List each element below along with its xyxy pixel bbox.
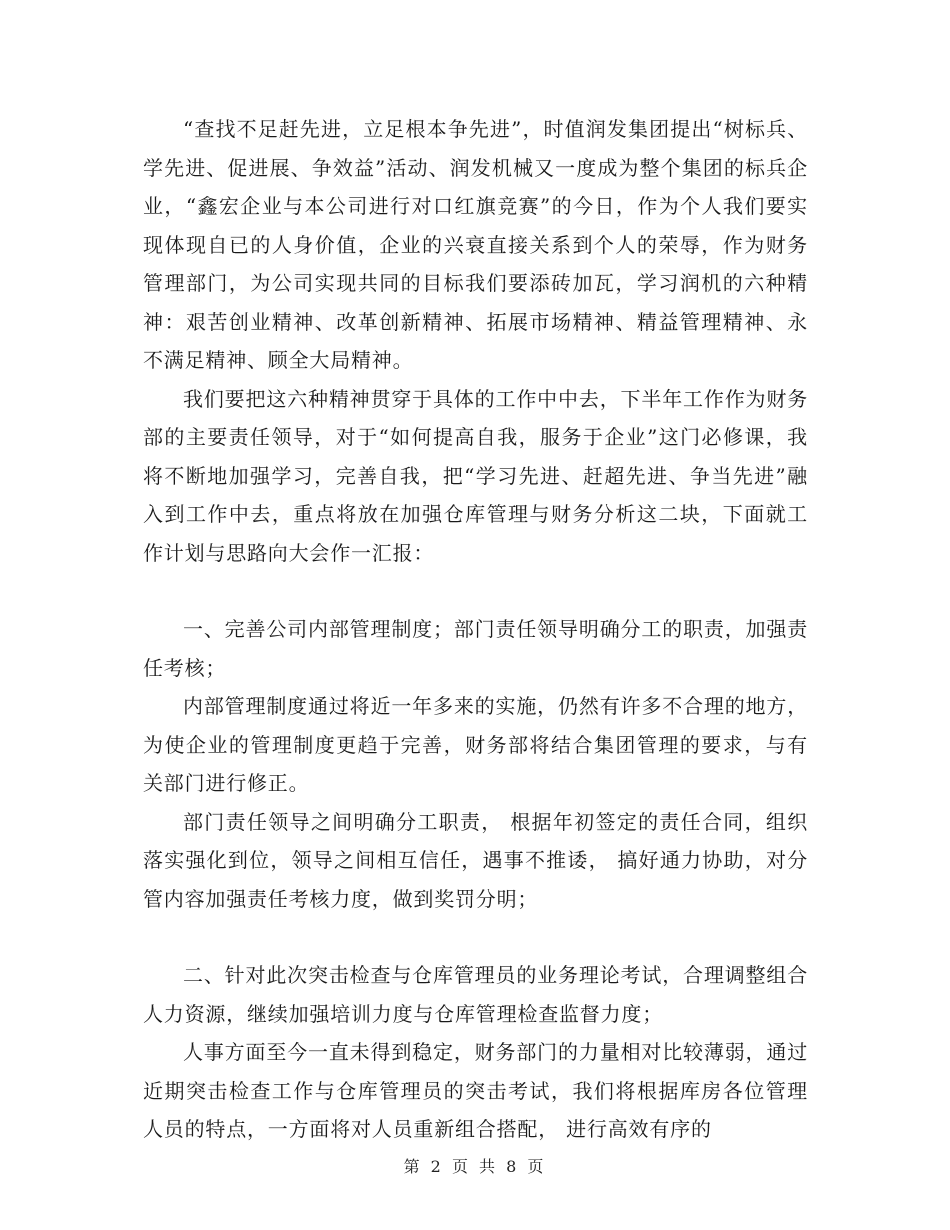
paragraph-intro: “查找不足赶先进，立足根本争先进”，时值润发集团提出“树标兵、学先进、促进展、争效益”活动、润发机械又一度成为整个集团的标兵企业，“鑫宏企业与本公司进行对口红旗竞赛”的今日，作为个人我们要实现体现自已的人身价值，企业的兴衰直接关系到个人的荣辱，作为财务管理部门，为公司实现共同的目标我们要添砖加瓦，学习润机的六种精神：艰苦创业精神、改革创新精神、拓展市场精神、精益管理精神、永不满足精神、顾全大局精神。 [143,117,808,372]
page-number-footer: 第 2 页 共 8 页 [403,1157,547,1176]
paragraph-spacer [143,572,808,610]
paragraph-personnel: 人事方面至今一直未得到稳定，财务部门的力量相对比较薄弱，通过近期突击检查工作与仓库管理员的突击考试，我们将根据库房各位管理人员的特点，一方面将对人员重新组合搭配， 进行高效有序的 [143,1040,808,1141]
section-heading-2: 二、针对此次突击检查与仓库管理员的业务理论考试，合理调整组合人力资源，继续加强培训力度与仓库管理检查监督力度； [143,963,808,1026]
paragraph-plan: 我们要把这六种精神贯穿于具体的工作中中去，下半年工作作为财务部的主要责任领导，对于“如何提高自我，服务于企业”这门必修课，我将不断地加强学习，完善自我，把“学习先进、赶超先进、争当先进”融入到工作中去，重点将放在加强仓库管理与财务分析这二块，下面就工作计划与思路向大会作一汇报： [143,386,808,565]
document-body [143,110,808,1149]
paragraph-spacer [143,918,808,956]
paragraph-responsibility: 部门责任领导之间明确分工职责， 根据年初签定的责任合同，组织落实强化到位，领导之间相互信任，遇事不推诿， 搞好通力协助，对分管内容加强责任考核力度，做到奖罚分明； [143,809,808,911]
paragraph-internal-rules: 内部管理制度通过将近一年多来的实施，仍然有许多不合理的地方，为使企业的管理制度更趋于完善，财务部将结合集团管理的要求，与有关部门进行修正。 [143,694,808,795]
section-heading-1: 一、完善公司内部管理制度；部门责任领导明确分工的职责，加强责任考核； [143,617,808,680]
